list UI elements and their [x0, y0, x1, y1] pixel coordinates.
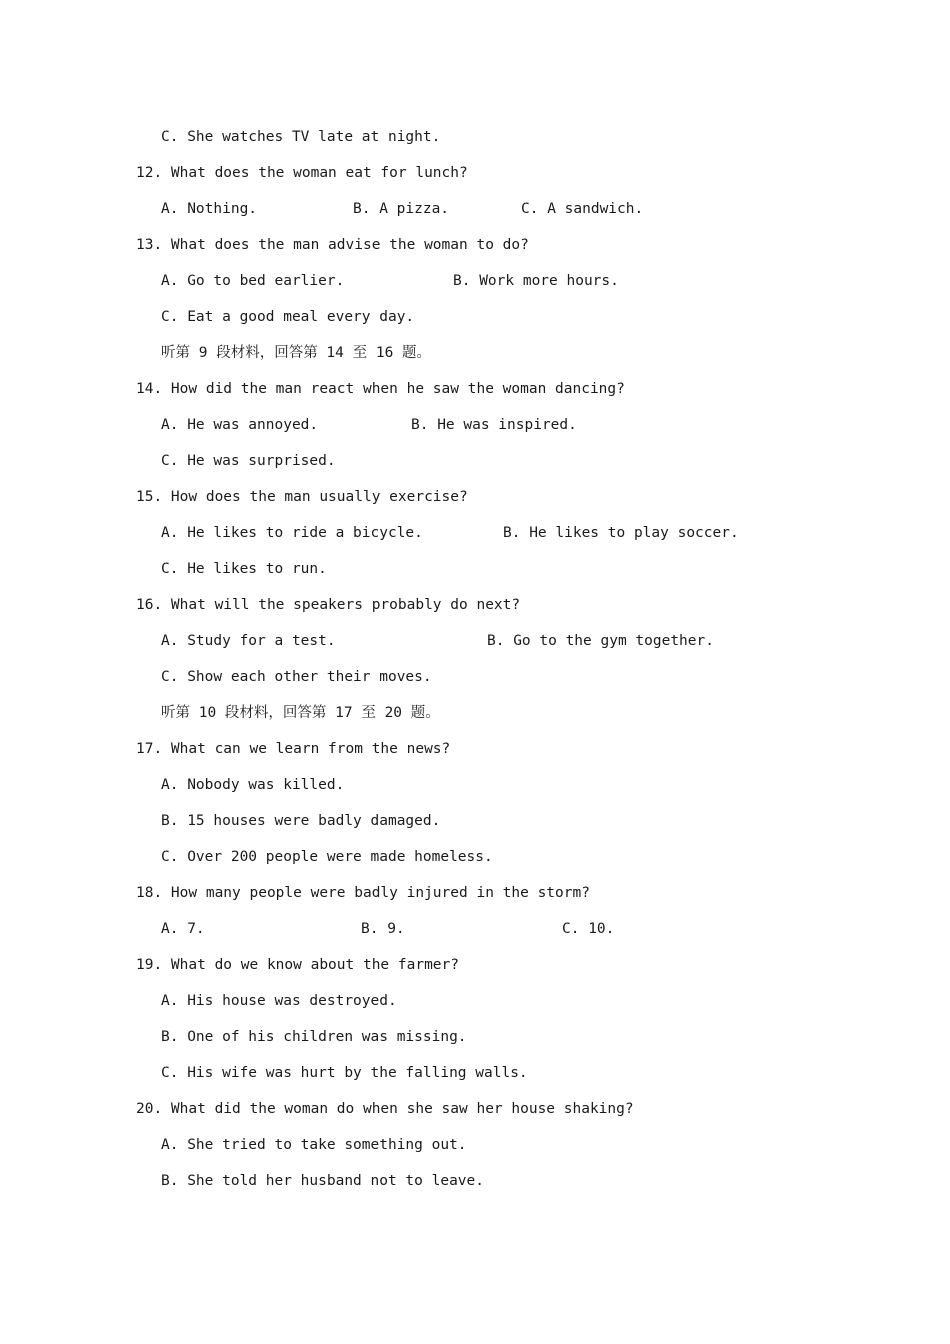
q18-option-a: A. 7.: [161, 921, 205, 937]
q13-option-c: C. Eat a good meal every day.: [161, 309, 415, 325]
q15-option-b: B. He likes to play soccer.: [503, 525, 739, 541]
q17-option-a: A. Nobody was killed.: [161, 777, 345, 793]
question-15: 15. How does the man usually exercise?: [136, 489, 468, 505]
question-13: 13. What does the man advise the woman to do?: [136, 237, 529, 253]
section-9-instruction: 听第 9 段材料，回答第 14 至 16 题。: [161, 345, 432, 361]
q19-option-a: A. His house was destroyed.: [161, 993, 397, 1009]
q17-option-c: C. Over 200 people were made homeless.: [161, 849, 493, 865]
question-18: 18. How many people were badly injured in the storm?: [136, 885, 590, 901]
q14-option-b: B. He was inspired.: [411, 417, 577, 433]
q17-option-b: B. 15 houses were badly damaged.: [161, 813, 441, 829]
q16-option-b: B. Go to the gym together.: [487, 633, 714, 649]
q15-option-a: A. He likes to ride a bicycle.: [161, 525, 423, 541]
q18-option-c: C. 10.: [562, 921, 615, 937]
q19-option-c: C. His wife was hurt by the falling walls.: [161, 1065, 528, 1081]
question-20: 20. What did the woman do when she saw her house shaking?: [136, 1101, 634, 1117]
section-10-instruction: 听第 10 段材料，回答第 17 至 20 题。: [161, 705, 440, 721]
q20-option-a: A. She tried to take something out.: [161, 1137, 467, 1153]
question-19: 19. What do we know about the farmer?: [136, 957, 460, 973]
question-12: 12. What does the woman eat for lunch?: [136, 165, 468, 181]
q14-option-c: C. He was surprised.: [161, 453, 336, 469]
q16-option-a: A. Study for a test.: [161, 633, 336, 649]
q16-option-c: C. Show each other their moves.: [161, 669, 432, 685]
q20-option-b: B. She told her husband not to leave.: [161, 1173, 485, 1189]
question-16: 16. What will the speakers probably do next?: [136, 597, 521, 613]
question-14: 14. How did the man react when he saw the woman dancing?: [136, 381, 625, 397]
q12-option-a: A. Nothing.: [161, 201, 258, 217]
q11-option-c: C. She watches TV late at night.: [161, 129, 441, 145]
q12-option-b: B. A pizza.: [353, 201, 450, 217]
q19-option-b: B. One of his children was missing.: [161, 1029, 467, 1045]
q13-option-b: B. Work more hours.: [453, 273, 619, 289]
question-17: 17. What can we learn from the news?: [136, 741, 451, 757]
q14-option-a: A. He was annoyed.: [161, 417, 319, 433]
q12-option-c: C. A sandwich.: [521, 201, 644, 217]
q15-option-c: C. He likes to run.: [161, 561, 327, 577]
q18-option-b: B. 9.: [361, 921, 405, 937]
q13-option-a: A. Go to bed earlier.: [161, 273, 345, 289]
